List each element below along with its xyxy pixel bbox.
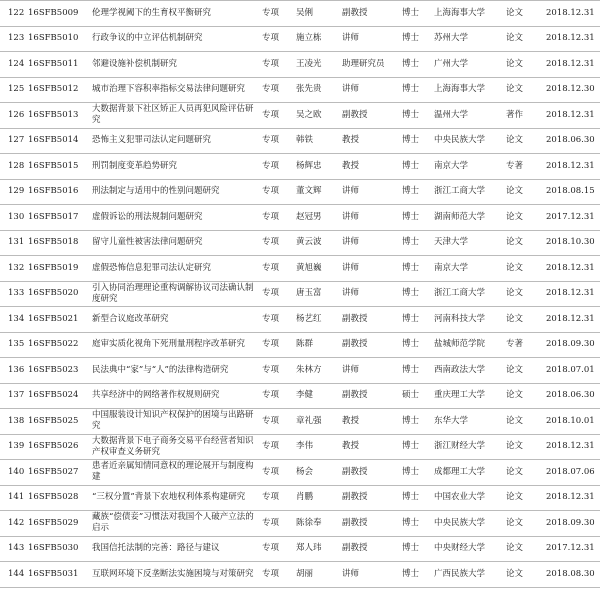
cell-rank: 讲师 xyxy=(340,205,400,231)
cell-deg: 博士 xyxy=(400,154,432,180)
cell-type: 专项 xyxy=(260,307,294,333)
cell-num: 126 xyxy=(0,103,26,129)
cell-code: 16SFB5023 xyxy=(26,358,90,384)
table-row xyxy=(0,1,600,27)
cell-num: 130 xyxy=(0,205,26,231)
cell-date: 2018.07.01 xyxy=(544,358,600,384)
cell-inst: 中国农业大学 xyxy=(432,485,504,511)
cell-deg: 博士 xyxy=(400,511,432,537)
cell-title: 恐怖主义犯罪司法认定问题研究 xyxy=(90,128,260,154)
cell-name: 杨会 xyxy=(294,460,340,486)
cell-deg: 博士 xyxy=(400,409,432,435)
cell-deg: 博士 xyxy=(400,460,432,486)
cell-date: 2018.09.30 xyxy=(544,511,600,537)
cell-code: 16SFB5018 xyxy=(26,230,90,256)
cell-date: 2018.08.30 xyxy=(544,562,600,588)
cell-rank: 讲师 xyxy=(340,256,400,282)
cell-type: 专项 xyxy=(260,511,294,537)
cell-deg: 博士 xyxy=(400,256,432,282)
cell-code: 16SFB5024 xyxy=(26,383,90,409)
cell-date: 2018.10.30 xyxy=(544,230,600,256)
cell-code: 16SFB5026 xyxy=(26,434,90,460)
table-row xyxy=(0,77,600,103)
cell-rank: 讲师 xyxy=(340,358,400,384)
cell-type: 专项 xyxy=(260,562,294,588)
cell-name: 胡丽 xyxy=(294,562,340,588)
cell-num: 132 xyxy=(0,256,26,282)
cell-code: 16SFB5027 xyxy=(26,460,90,486)
cell-rank: 副教授 xyxy=(340,332,400,358)
cell-deg: 博士 xyxy=(400,485,432,511)
cell-title: 大数据背景下电子商务交易平台经营者知识产权审查义务研究 xyxy=(90,434,260,460)
table-row xyxy=(0,562,600,588)
cell-rank: 副教授 xyxy=(340,485,400,511)
cell-form: 论文 xyxy=(504,128,544,154)
cell-code: 16SFB5019 xyxy=(26,256,90,282)
cell-name: 杨辉忠 xyxy=(294,154,340,180)
cell-rank: 教授 xyxy=(340,154,400,180)
cell-title: 民法典中“家”与“人”的法律构造研究 xyxy=(90,358,260,384)
cell-date: 2018.07.06 xyxy=(544,460,600,486)
cell-form: 论文 xyxy=(504,536,544,562)
cell-inst: 温州大学 xyxy=(432,103,504,129)
cell-form: 论文 xyxy=(504,485,544,511)
cell-type: 专项 xyxy=(260,409,294,435)
cell-inst: 上海海事大学 xyxy=(432,77,504,103)
cell-deg: 博士 xyxy=(400,128,432,154)
cell-title: 庭审实质化视角下死刑量刑程序改革研究 xyxy=(90,332,260,358)
cell-code: 16SFB5029 xyxy=(26,511,90,537)
cell-num: 122 xyxy=(0,1,26,27)
table-row xyxy=(0,511,600,537)
cell-name: 朱林方 xyxy=(294,358,340,384)
cell-inst: 浙江工商大学 xyxy=(432,281,504,307)
cell-title: “三权分置”背景下农地权利体系构建研究 xyxy=(90,485,260,511)
cell-code: 16SFB5010 xyxy=(26,26,90,52)
cell-date: 2018.12.31 xyxy=(544,485,600,511)
cell-form: 论文 xyxy=(504,77,544,103)
cell-form: 论文 xyxy=(504,358,544,384)
cell-num: 128 xyxy=(0,154,26,180)
cell-title: 引入协同治理理论重构调解协议司法确认制度研究 xyxy=(90,281,260,307)
cell-date: 2018.06.30 xyxy=(544,383,600,409)
cell-name: 董文辉 xyxy=(294,179,340,205)
table-row xyxy=(0,179,600,205)
cell-inst: 盐城师范学院 xyxy=(432,332,504,358)
cell-title: 共享经济中的网络著作权规则研究 xyxy=(90,383,260,409)
cell-rank: 助理研究员 xyxy=(340,52,400,78)
cell-type: 专项 xyxy=(260,434,294,460)
cell-inst: 南京大学 xyxy=(432,256,504,282)
cell-date: 2018.09.30 xyxy=(544,332,600,358)
table-row xyxy=(0,26,600,52)
cell-num: 143 xyxy=(0,536,26,562)
cell-code: 16SFB5030 xyxy=(26,536,90,562)
cell-inst: 南京大学 xyxy=(432,154,504,180)
cell-name: 黄云波 xyxy=(294,230,340,256)
table-row xyxy=(0,358,600,384)
cell-inst: 西南政法大学 xyxy=(432,358,504,384)
cell-name: 张先贵 xyxy=(294,77,340,103)
cell-name: 吴之欧 xyxy=(294,103,340,129)
cell-form: 论文 xyxy=(504,230,544,256)
cell-deg: 博士 xyxy=(400,205,432,231)
cell-num: 144 xyxy=(0,562,26,588)
cell-type: 专项 xyxy=(260,52,294,78)
cell-type: 专项 xyxy=(260,536,294,562)
cell-num: 140 xyxy=(0,460,26,486)
cell-inst: 上海海事大学 xyxy=(432,1,504,27)
cell-deg: 博士 xyxy=(400,77,432,103)
cell-rank: 副教授 xyxy=(340,1,400,27)
cell-form: 论文 xyxy=(504,307,544,333)
cell-code: 16SFB5012 xyxy=(26,77,90,103)
cell-deg: 博士 xyxy=(400,434,432,460)
cell-form: 论文 xyxy=(504,281,544,307)
cell-inst: 天津大学 xyxy=(432,230,504,256)
cell-title: 互联网环境下反垄断法实施困境与对策研究 xyxy=(90,562,260,588)
cell-num: 129 xyxy=(0,179,26,205)
cell-inst: 东华大学 xyxy=(432,409,504,435)
cell-name: 王凌光 xyxy=(294,52,340,78)
cell-date: 2017.12.31 xyxy=(544,536,600,562)
cell-name: 肖鹏 xyxy=(294,485,340,511)
cell-form: 论文 xyxy=(504,256,544,282)
cell-form: 论文 xyxy=(504,26,544,52)
cell-rank: 副教授 xyxy=(340,103,400,129)
cell-title: 刑法制定与适用中的性别问题研究 xyxy=(90,179,260,205)
cell-deg: 博士 xyxy=(400,103,432,129)
cell-num: 139 xyxy=(0,434,26,460)
cell-type: 专项 xyxy=(260,154,294,180)
table-row xyxy=(0,409,600,435)
cell-name: 章礼强 xyxy=(294,409,340,435)
cell-rank: 讲师 xyxy=(340,230,400,256)
cell-num: 142 xyxy=(0,511,26,537)
cell-name: 韩铁 xyxy=(294,128,340,154)
cell-form: 论文 xyxy=(504,52,544,78)
cell-code: 16SFB5016 xyxy=(26,179,90,205)
cell-type: 专项 xyxy=(260,485,294,511)
table-row xyxy=(0,256,600,282)
cell-inst: 苏州大学 xyxy=(432,26,504,52)
cell-title: 大数据背景下社区矫正人员再犯风险评估研究 xyxy=(90,103,260,129)
cell-name: 李健 xyxy=(294,383,340,409)
cell-title: 中国服装设计知识产权保护的困境与出路研究 xyxy=(90,409,260,435)
cell-date: 2018.12.30 xyxy=(544,77,600,103)
cell-deg: 博士 xyxy=(400,179,432,205)
cell-type: 专项 xyxy=(260,103,294,129)
cell-title: 藏族“偿债妾”习惯法对我国个人破产立法的启示 xyxy=(90,511,260,537)
cell-type: 专项 xyxy=(260,281,294,307)
table-row xyxy=(0,281,600,307)
cell-num: 127 xyxy=(0,128,26,154)
cell-num: 136 xyxy=(0,358,26,384)
cell-form: 著作 xyxy=(504,103,544,129)
cell-inst: 重庆理工大学 xyxy=(432,383,504,409)
table-row xyxy=(0,383,600,409)
cell-num: 138 xyxy=(0,409,26,435)
cell-name: 唐玉富 xyxy=(294,281,340,307)
cell-inst: 浙江工商大学 xyxy=(432,179,504,205)
cell-num: 135 xyxy=(0,332,26,358)
cell-title: 新型合议庭改革研究 xyxy=(90,307,260,333)
cell-rank: 副教授 xyxy=(340,511,400,537)
cell-inst: 湖南师范大学 xyxy=(432,205,504,231)
cell-form: 专著 xyxy=(504,332,544,358)
cell-num: 125 xyxy=(0,77,26,103)
cell-rank: 讲师 xyxy=(340,179,400,205)
cell-inst: 中央财经大学 xyxy=(432,536,504,562)
cell-num: 134 xyxy=(0,307,26,333)
cell-form: 论文 xyxy=(504,434,544,460)
cell-num: 124 xyxy=(0,52,26,78)
cell-form: 论文 xyxy=(504,562,544,588)
cell-name: 赵冠男 xyxy=(294,205,340,231)
cell-title: 邻避设施补偿机制研究 xyxy=(90,52,260,78)
cell-date: 2017.12.31 xyxy=(544,205,600,231)
cell-title: 虚假诉讼的刑法规制问题研究 xyxy=(90,205,260,231)
cell-inst: 成都理工大学 xyxy=(432,460,504,486)
cell-deg: 博士 xyxy=(400,26,432,52)
cell-name: 李伟 xyxy=(294,434,340,460)
table-row xyxy=(0,205,600,231)
cell-date: 2018.12.31 xyxy=(544,434,600,460)
cell-code: 16SFB5021 xyxy=(26,307,90,333)
cell-deg: 博士 xyxy=(400,1,432,27)
cell-title: 行政争议的中立评估机制研究 xyxy=(90,26,260,52)
cell-code: 16SFB5031 xyxy=(26,562,90,588)
cell-form: 论文 xyxy=(504,409,544,435)
cell-date: 2018.12.31 xyxy=(544,281,600,307)
cell-rank: 讲师 xyxy=(340,562,400,588)
cell-form: 论文 xyxy=(504,1,544,27)
cell-title: 刑罚制度变革趋势研究 xyxy=(90,154,260,180)
cell-name: 施立栋 xyxy=(294,26,340,52)
cell-inst: 广西民族大学 xyxy=(432,562,504,588)
cell-rank: 讲师 xyxy=(340,26,400,52)
cell-deg: 博士 xyxy=(400,307,432,333)
cell-type: 专项 xyxy=(260,179,294,205)
cell-rank: 讲师 xyxy=(340,281,400,307)
cell-type: 专项 xyxy=(260,77,294,103)
cell-deg: 博士 xyxy=(400,52,432,78)
cell-date: 2018.12.31 xyxy=(544,154,600,180)
cell-inst: 浙江财经大学 xyxy=(432,434,504,460)
cell-title: 我国信托法制的完善：路径与建议 xyxy=(90,536,260,562)
cell-title: 城市治理下容积率指标交易法律问题研究 xyxy=(90,77,260,103)
cell-date: 2018.12.31 xyxy=(544,1,600,27)
cell-code: 16SFB5014 xyxy=(26,128,90,154)
cell-type: 专项 xyxy=(260,256,294,282)
cell-rank: 教授 xyxy=(340,128,400,154)
cell-title: 虚假恐怖信息犯罪司法认定研究 xyxy=(90,256,260,282)
cell-inst: 中央民族大学 xyxy=(432,511,504,537)
cell-deg: 博士 xyxy=(400,332,432,358)
table-row xyxy=(0,332,600,358)
cell-name: 郑人玮 xyxy=(294,536,340,562)
cell-type: 专项 xyxy=(260,205,294,231)
table-row xyxy=(0,434,600,460)
cell-form: 论文 xyxy=(504,460,544,486)
cell-date: 2018.06.30 xyxy=(544,128,600,154)
cell-num: 131 xyxy=(0,230,26,256)
cell-code: 16SFB5028 xyxy=(26,485,90,511)
cell-rank: 副教授 xyxy=(340,460,400,486)
cell-form: 论文 xyxy=(504,205,544,231)
cell-rank: 教授 xyxy=(340,434,400,460)
cell-type: 专项 xyxy=(260,332,294,358)
cell-deg: 博士 xyxy=(400,230,432,256)
cell-deg: 博士 xyxy=(400,562,432,588)
table-row xyxy=(0,128,600,154)
table-row xyxy=(0,154,600,180)
cell-deg: 硕士 xyxy=(400,383,432,409)
table-row xyxy=(0,536,600,562)
cell-rank: 讲师 xyxy=(340,77,400,103)
table-row xyxy=(0,52,600,78)
cell-inst: 广州大学 xyxy=(432,52,504,78)
cell-form: 论文 xyxy=(504,383,544,409)
cell-form: 论文 xyxy=(504,179,544,205)
cell-num: 141 xyxy=(0,485,26,511)
cell-type: 专项 xyxy=(260,230,294,256)
cell-type: 专项 xyxy=(260,460,294,486)
cell-rank: 副教授 xyxy=(340,383,400,409)
cell-rank: 副教授 xyxy=(340,307,400,333)
cell-type: 专项 xyxy=(260,358,294,384)
table-row xyxy=(0,460,600,486)
cell-rank: 副教授 xyxy=(340,536,400,562)
cell-date: 2018.12.31 xyxy=(544,307,600,333)
cell-name: 杨艺红 xyxy=(294,307,340,333)
cell-date: 2018.12.31 xyxy=(544,103,600,129)
cell-title: 留守儿童性被害法律问题研究 xyxy=(90,230,260,256)
cell-form: 专著 xyxy=(504,154,544,180)
table-row xyxy=(0,103,600,129)
cell-num: 137 xyxy=(0,383,26,409)
cell-code: 16SFB5025 xyxy=(26,409,90,435)
cell-title: 伦理学视阈下的生育权平衡研究 xyxy=(90,1,260,27)
cell-name: 吴俐 xyxy=(294,1,340,27)
cell-date: 2018.12.31 xyxy=(544,52,600,78)
table-row xyxy=(0,485,600,511)
cell-name: 陈群 xyxy=(294,332,340,358)
cell-code: 16SFB5015 xyxy=(26,154,90,180)
cell-code: 16SFB5022 xyxy=(26,332,90,358)
cell-form: 论文 xyxy=(504,511,544,537)
cell-type: 专项 xyxy=(260,1,294,27)
cell-date: 2018.08.15 xyxy=(544,179,600,205)
cell-name: 陈徐奉 xyxy=(294,511,340,537)
cell-num: 123 xyxy=(0,26,26,52)
cell-num: 133 xyxy=(0,281,26,307)
cell-code: 16SFB5009 xyxy=(26,1,90,27)
table-row xyxy=(0,307,600,333)
cell-date: 2018.12.31 xyxy=(544,26,600,52)
table-row xyxy=(0,230,600,256)
cell-name: 黄旭巍 xyxy=(294,256,340,282)
cell-code: 16SFB5017 xyxy=(26,205,90,231)
cell-inst: 河南科技大学 xyxy=(432,307,504,333)
cell-date: 2018.10.01 xyxy=(544,409,600,435)
cell-rank: 教授 xyxy=(340,409,400,435)
cell-title: 患者近亲属知情同意权的理论展开与制度构建 xyxy=(90,460,260,486)
cell-code: 16SFB5011 xyxy=(26,52,90,78)
cell-inst: 中央民族大学 xyxy=(432,128,504,154)
cell-type: 专项 xyxy=(260,26,294,52)
cell-deg: 博士 xyxy=(400,358,432,384)
cell-date: 2018.12.31 xyxy=(544,256,600,282)
cell-code: 16SFB5020 xyxy=(26,281,90,307)
cell-deg: 博士 xyxy=(400,536,432,562)
cell-code: 16SFB5013 xyxy=(26,103,90,129)
cell-type: 专项 xyxy=(260,383,294,409)
cell-deg: 博士 xyxy=(400,281,432,307)
cell-type: 专项 xyxy=(260,128,294,154)
